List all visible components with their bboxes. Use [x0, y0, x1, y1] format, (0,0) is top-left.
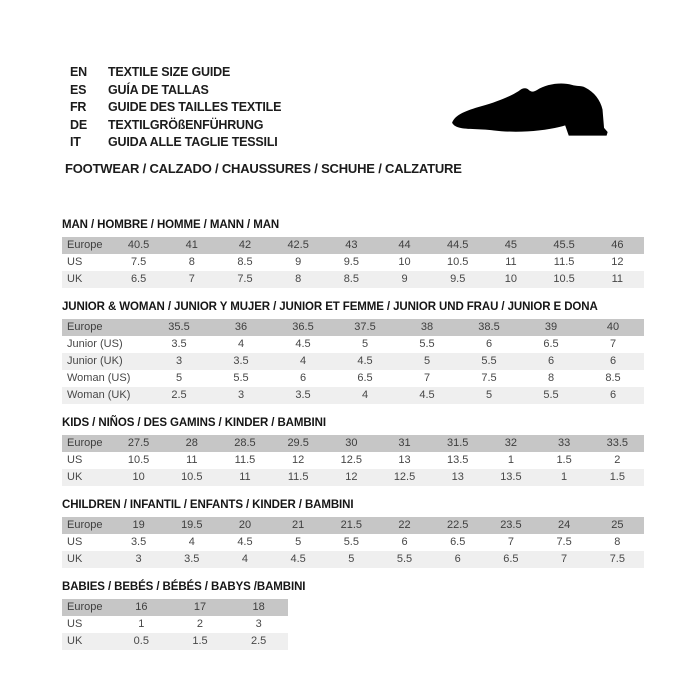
size-value-cell: 11 [505, 255, 517, 268]
size-value-cell: 4 [241, 552, 249, 565]
size-value-cell: 8.5 [343, 272, 359, 285]
size-value-cell: 10.5 [181, 470, 203, 483]
size-value-cell: 7 [188, 272, 195, 285]
row-label-cell: Woman (US) [67, 371, 131, 384]
table-row-uk [62, 469, 644, 486]
size-value-cell: 31.5 [447, 436, 469, 449]
size-value-cell: 13 [451, 470, 464, 483]
size-value-cell: 3 [175, 354, 183, 367]
size-value-cell: 5 [423, 354, 431, 367]
size-value-cell: 3 [255, 617, 262, 630]
size-value-cell: 7.5 [130, 255, 147, 268]
category-line: FOOTWEAR / CALZADO / CHAUSSURES / SCHUHE / CALZATURE [65, 160, 462, 176]
size-value-cell: 10.5 [127, 453, 150, 466]
size-value-cell: 8 [614, 535, 621, 548]
size-value-cell: 10.5 [553, 272, 575, 285]
size-table-babies [62, 599, 288, 650]
size-value-cell: 46 [611, 238, 624, 251]
size-value-cell: 33.5 [606, 436, 629, 449]
table-row-woman-us [62, 370, 644, 387]
size-value-cell: 1.5 [609, 470, 625, 483]
size-value-cell: 12 [292, 453, 305, 466]
size-value-cell: 36.5 [292, 320, 314, 333]
size-value-cell: 11 [239, 470, 251, 483]
size-value-cell: 11.5 [553, 255, 575, 268]
size-value-cell: 28 [185, 436, 198, 449]
size-value-cell: 2.5 [171, 388, 187, 401]
size-value-cell: 16 [135, 600, 148, 613]
table-row-junior-us [62, 336, 644, 353]
size-value-cell: 3 [135, 552, 142, 565]
size-value-cell: 7.5 [237, 272, 253, 285]
size-value-cell: 4 [299, 354, 307, 367]
row-label-cell: Junior (US) [67, 337, 123, 350]
size-section-children [62, 499, 644, 568]
size-value-cell: 1.5 [192, 634, 208, 647]
size-value-cell: 2 [196, 617, 204, 630]
row-label-cell: US [67, 617, 83, 630]
size-value-cell: 17 [193, 600, 207, 613]
size-value-cell: 45.5 [553, 238, 575, 251]
table-row-us [62, 254, 644, 271]
size-value-cell: 35.5 [168, 320, 190, 333]
row-label-cell: Europe [67, 436, 103, 449]
row-label-cell: Europe [67, 600, 103, 613]
size-value-cell: 6 [547, 354, 555, 367]
language-label: GUÍA DE TALLAS [108, 82, 209, 97]
row-label-cell: US [67, 535, 83, 548]
size-value-cell: 4.5 [237, 535, 253, 548]
size-value-cell: 5 [485, 388, 493, 401]
size-value-cell: 6 [609, 388, 617, 401]
size-value-cell: 22.5 [447, 518, 469, 531]
row-label-cell: Woman (UK) [67, 388, 131, 401]
size-value-cell: 5.5 [481, 354, 497, 367]
size-table-children [62, 517, 644, 568]
language-label: GUIDA ALLE TAGLIE TESSILI [108, 135, 278, 149]
size-value-cell: 7 [561, 552, 568, 565]
size-section-junior [62, 301, 644, 404]
size-value-cell: 19.5 [181, 518, 203, 531]
size-table-junior [62, 319, 644, 404]
size-value-cell: 18 [252, 600, 265, 613]
table-row-europe [62, 599, 288, 616]
size-value-cell: 11 [186, 453, 198, 466]
size-value-cell: 5 [295, 535, 302, 548]
size-value-cell: 10 [132, 470, 145, 483]
table-row-us [62, 534, 644, 551]
size-value-cell: 9.5 [343, 255, 359, 268]
language-code: FR [70, 100, 87, 114]
size-value-cell: 23.5 [500, 518, 522, 531]
size-value-cell: 6 [401, 535, 408, 548]
size-value-cell: 12.5 [340, 453, 363, 466]
size-value-cell: 1.5 [556, 453, 572, 466]
size-value-cell: 28.5 [234, 436, 256, 449]
language-row-en [70, 64, 700, 82]
size-value-cell: 11.5 [234, 453, 256, 466]
size-value-cell: 7 [423, 371, 431, 384]
size-value-cell: 6.5 [357, 371, 373, 384]
row-label-cell: Europe [67, 518, 103, 531]
size-value-cell: 38 [420, 320, 434, 333]
size-value-cell: 6 [299, 371, 307, 384]
row-label-cell: US [67, 255, 83, 268]
size-value-cell: 36 [234, 320, 248, 333]
size-value-cell: 6.5 [450, 535, 466, 548]
size-value-cell: 29.5 [287, 436, 309, 449]
size-value-cell: 8 [295, 272, 302, 285]
table-row-junior-uk [62, 353, 644, 370]
section-title-kids: KIDS / NIÑOS / DES GAMINS / KINDER / BAMBINI [62, 416, 326, 429]
size-value-cell: 7 [609, 337, 617, 350]
row-label-cell: UK [67, 552, 83, 565]
language-code: DE [70, 117, 87, 132]
language-code: EN [70, 65, 87, 79]
size-value-cell: 6.5 [543, 337, 559, 350]
table-row-uk [62, 551, 644, 568]
size-value-cell: 44 [398, 238, 411, 251]
size-value-cell: 13.5 [500, 470, 522, 483]
section-title-junior: JUNIOR & WOMAN / JUNIOR Y MUJER / JUNIOR ET FEMME / JUNIOR UND FRAU / JUNIOR E DONA [62, 300, 598, 313]
size-value-cell: 42 [238, 238, 252, 251]
size-value-cell: 39 [544, 320, 558, 333]
row-label-cell: Europe [67, 238, 103, 251]
size-value-cell: 41 [185, 238, 198, 251]
size-value-cell: 12 [345, 470, 358, 483]
size-value-cell: 5.5 [543, 388, 559, 401]
size-value-cell: 7.5 [556, 535, 572, 548]
size-section-man [62, 219, 644, 288]
size-value-cell: 21.5 [340, 518, 363, 531]
size-value-cell: 8.5 [237, 255, 253, 268]
size-value-cell: 20 [238, 518, 252, 531]
row-label-cell: UK [67, 470, 83, 483]
size-value-cell: 27.5 [127, 436, 150, 449]
row-label-cell: Junior (UK) [67, 354, 123, 367]
size-value-cell: 38.5 [478, 320, 500, 333]
size-value-cell: 6.5 [130, 272, 147, 285]
size-value-cell: 4.5 [295, 337, 311, 350]
table-row-us [62, 452, 644, 469]
table-row-woman-uk [62, 387, 644, 404]
size-value-cell: 5 [348, 552, 355, 565]
size-value-cell: 9 [295, 255, 302, 268]
size-value-cell: 5 [175, 371, 183, 384]
table-row-europe [62, 319, 644, 336]
size-section-kids [62, 417, 644, 486]
size-value-cell: 45 [504, 238, 518, 251]
size-value-cell: 43 [345, 238, 358, 251]
size-value-cell: 6 [609, 354, 617, 367]
size-value-cell: 4.5 [357, 354, 373, 367]
size-value-cell: 10 [504, 272, 518, 285]
size-value-cell: 22 [398, 518, 411, 531]
row-label-cell: UK [67, 634, 83, 647]
table-row-europe [62, 435, 644, 452]
size-value-cell: 3.5 [295, 388, 311, 401]
size-value-cell: 0.5 [133, 634, 149, 647]
size-value-cell: 5.5 [396, 552, 413, 565]
size-value-cell: 6 [485, 337, 493, 350]
size-value-cell: 3.5 [184, 552, 200, 565]
language-label: GUIDE DES TAILLES TEXTILE [108, 100, 282, 114]
size-tables [62, 219, 644, 650]
size-value-cell: 42.5 [287, 238, 309, 251]
size-value-cell: 13.5 [447, 453, 469, 466]
size-value-cell: 9.5 [450, 272, 466, 285]
table-row-us [62, 616, 288, 633]
size-value-cell: 11 [611, 272, 624, 285]
size-value-cell: 30 [345, 436, 358, 449]
size-value-cell: 7.5 [609, 552, 625, 565]
size-value-cell: 44.5 [447, 238, 469, 251]
size-value-cell: 9 [401, 272, 408, 285]
size-value-cell: 13 [398, 453, 411, 466]
table-row-europe [62, 517, 644, 534]
size-value-cell: 5 [361, 337, 369, 350]
language-code: ES [70, 82, 87, 97]
size-value-cell: 5.5 [233, 371, 249, 384]
size-value-cell: 6.5 [503, 552, 519, 565]
size-value-cell: 37.5 [354, 320, 376, 333]
size-value-cell: 24 [557, 518, 571, 531]
size-value-cell: 8 [547, 371, 555, 384]
dress-shoe-silhouette-icon [448, 80, 624, 140]
size-value-cell: 10 [398, 255, 411, 268]
row-label-cell: UK [67, 272, 83, 285]
size-value-cell: 31 [398, 436, 411, 449]
size-table-kids [62, 435, 644, 486]
size-value-cell: 8 [188, 255, 195, 268]
size-value-cell: 40.5 [127, 238, 150, 251]
shoe-path [452, 84, 608, 136]
size-table-man [62, 237, 644, 288]
language-code: IT [70, 135, 81, 149]
section-title-children: CHILDREN / INFANTIL / ENFANTS / KINDER / BAMBINI [62, 498, 354, 511]
size-value-cell: 12.5 [393, 470, 416, 483]
size-value-cell: 4.5 [419, 388, 435, 401]
section-title-man: MAN / HOMBRE / HOMME / MANN / MAN [62, 218, 280, 231]
size-value-cell: 2.5 [251, 634, 267, 647]
size-value-cell: 8.5 [605, 371, 621, 384]
size-value-cell: 6 [454, 552, 461, 565]
size-value-cell: 25 [611, 518, 624, 531]
size-value-cell: 4 [237, 337, 245, 350]
size-value-cell: 4 [188, 535, 195, 548]
size-value-cell: 7 [507, 535, 514, 548]
size-value-cell: 7.5 [481, 371, 497, 384]
row-label-cell: Europe [67, 320, 103, 333]
language-label: TEXTILE SIZE GUIDE [108, 65, 231, 79]
size-value-cell: 1 [138, 617, 145, 630]
size-value-cell: 3.5 [233, 354, 249, 367]
size-value-cell: 11.5 [287, 470, 309, 483]
size-value-cell: 5.5 [419, 337, 435, 350]
section-title-babies: BABIES / BEBÉS / BÉBÉS / BABYS /BAMBINI [62, 580, 306, 593]
size-value-cell: 40 [606, 320, 620, 333]
size-value-cell: 1 [561, 470, 568, 483]
table-row-uk [62, 633, 288, 650]
size-value-cell: 4.5 [290, 552, 306, 565]
size-value-cell: 2 [614, 453, 621, 466]
language-label: TEXTILGRÖßENFÜHRUNG [108, 117, 264, 132]
size-value-cell: 1 [507, 453, 514, 466]
size-value-cell: 12 [611, 255, 624, 268]
size-value-cell: 3.5 [171, 337, 187, 350]
table-row-uk [62, 271, 644, 288]
row-label-cell: US [67, 453, 83, 466]
size-value-cell: 3.5 [130, 535, 147, 548]
size-section-babies [62, 581, 644, 650]
size-value-cell: 21 [292, 518, 305, 531]
size-value-cell: 32 [504, 436, 518, 449]
size-value-cell: 5.5 [343, 535, 359, 548]
size-value-cell: 10.5 [447, 255, 469, 268]
size-value-cell: 33 [557, 436, 571, 449]
size-value-cell: 3 [237, 388, 245, 401]
size-value-cell: 4 [361, 388, 369, 401]
size-value-cell: 19 [132, 518, 145, 531]
table-row-europe [62, 237, 644, 254]
